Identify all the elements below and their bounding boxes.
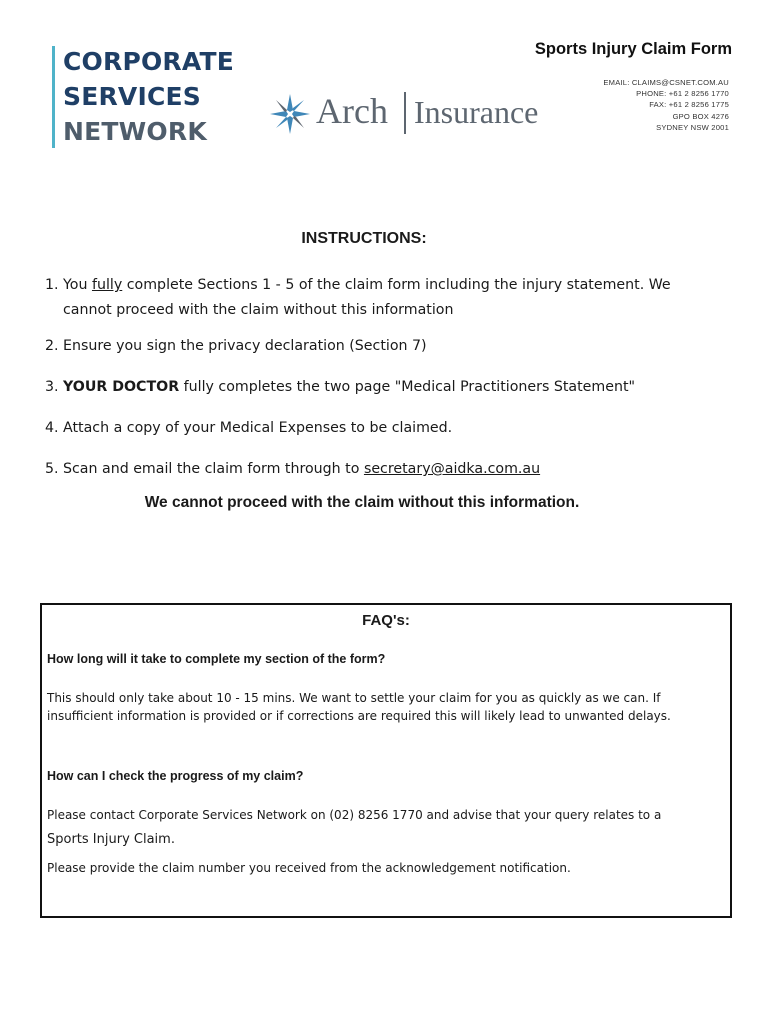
csn-logo-bar xyxy=(52,46,55,148)
your-doctor-emphasis: YOUR DOCTOR xyxy=(63,379,180,395)
instruction-item-4 xyxy=(45,416,735,441)
item-text: Attach a copy of your Medical Expenses to be claimed. xyxy=(63,420,453,436)
item-continuation: cannot proceed with the claim without this information xyxy=(63,302,454,318)
instruction-item-2 xyxy=(45,334,735,359)
warning-text: We cannot proceed with the claim without this information. xyxy=(144,494,580,511)
faq-answer-2-line-1: Please contact Corporate Services Network on (02) 8256 1770 and advise that your query relates to a xyxy=(47,808,662,822)
item-text: You xyxy=(63,277,92,293)
underlined-fully: fully xyxy=(91,277,123,293)
item-number: 5. xyxy=(45,461,59,477)
instruction-item-1 xyxy=(45,273,735,323)
item-number: 4. xyxy=(45,420,59,436)
faq-title: FAQ's: xyxy=(362,612,410,629)
item-text-cont: complete Sections 1 - 5 of the claim form including the injury statement. We xyxy=(122,277,671,293)
item-text: fully completes the two page "Medical Practitioners Statement" xyxy=(179,379,636,395)
csn-logo-line-3: NETWORK xyxy=(63,117,207,146)
csn-logo-line-1: CORPORATE xyxy=(63,47,235,76)
faq-box xyxy=(40,603,732,918)
item-number: 1. xyxy=(45,277,59,293)
contact-city: SYDNEY NSW 2001 xyxy=(656,122,729,132)
item-number: 3. xyxy=(45,379,59,395)
arch-logo-suffix: Insurance xyxy=(414,94,539,130)
contact-po-box: GPO BOX 4276 xyxy=(672,111,729,121)
faq-answer-2-line-2: Sports Injury Claim. xyxy=(47,832,175,847)
instruction-item-5 xyxy=(45,457,735,482)
faq-answer-2-line-3: Please provide the claim number you received from the acknowledgement notification. xyxy=(47,861,571,875)
contact-fax: FAX: +61 2 8256 1775 xyxy=(649,100,729,110)
contact-phone: PHONE: +61 2 8256 1770 xyxy=(636,89,729,99)
contact-email: EMAIL: CLAIMS@CSNET.COM.AU xyxy=(603,78,729,87)
instructions-heading: INSTRUCTIONS: xyxy=(301,230,427,247)
faq-answer-1: This should only take about 10 - 15 mins. We want to settle your claim for you as quickly as we can. If insufficient information is provided or if corrections are required this will likely lead to unwanted delays. xyxy=(47,691,671,723)
arch-logo-divider xyxy=(404,92,406,134)
form-title: Sports Injury Claim Form xyxy=(534,40,732,58)
arch-logo-name: Arch xyxy=(316,91,388,131)
item-text: Ensure you sign the privacy declaration (Section 7) xyxy=(63,338,427,354)
faq-question-2: How can I check the progress of my claim? xyxy=(47,769,304,783)
contact-block xyxy=(603,77,729,133)
secretary-email-link[interactable]: secretary@aidka.com.au xyxy=(363,461,541,477)
arch-star-icon xyxy=(268,92,312,136)
instruction-item-3 xyxy=(45,375,735,400)
faq-question-1: How long will it take to complete my section of the form? xyxy=(47,652,386,666)
item-text: Scan and email the claim form through to xyxy=(63,461,364,477)
csn-logo-line-2: SERVICES xyxy=(63,82,202,111)
item-number: 2. xyxy=(45,338,59,354)
